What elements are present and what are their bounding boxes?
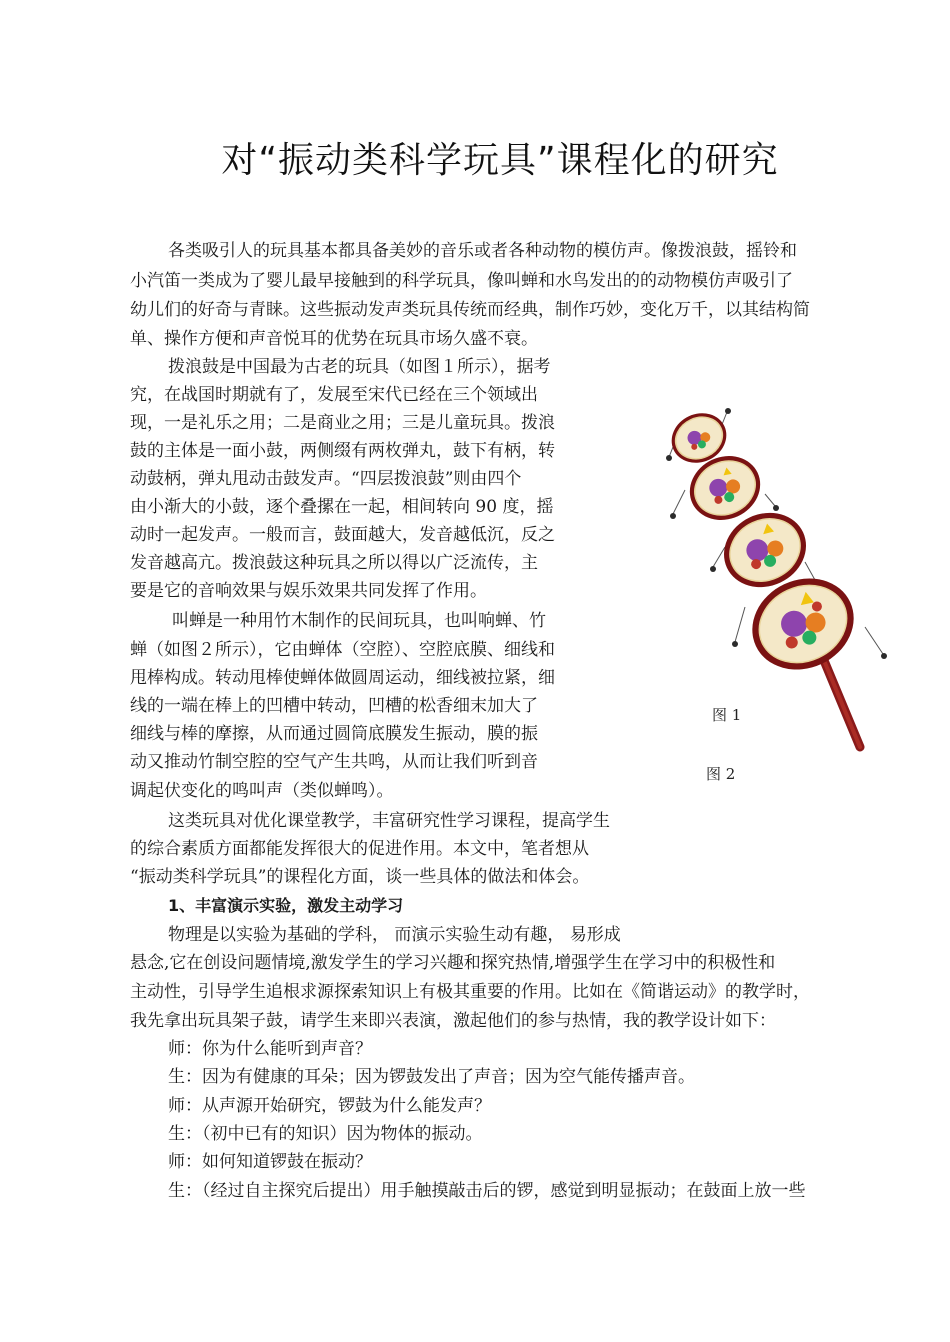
paragraph-line: 调起伏变化的鸣叫声（类似蝉鸣）。 (130, 781, 394, 801)
paragraph-line: 究，在战国时期就有了，发展至宋代已经在三个领域出 (130, 385, 538, 405)
paragraph-line: 我先拿出玩具架子鼓，请学生来即兴表演，激起他们的参与热情，我的教学设计如下： (130, 1011, 776, 1031)
figure-caption-1: 图 1 (712, 706, 742, 724)
paragraph-line: 现，一是礼乐之用；二是商业之用；三是儿童玩具。拨浪 (130, 413, 555, 433)
dialogue-line: 师：你为什么能听到声音？ (168, 1039, 372, 1059)
page-title: 对“振动类科学玩具”课程化的研究 (221, 140, 779, 181)
paragraph-line: 的综合素质方面都能发挥很大的促进作用。本文中，笔者想从 (130, 839, 589, 859)
paragraph-line: 单、操作方便和声音悦耳的优势在玩具市场久盛不衰。 (130, 329, 538, 349)
paragraph-line: 动又推动竹制空腔的空气产生共鸣，从而让我们听到音 (130, 752, 538, 772)
dialogue-line: 生：（经过自主探究后提出）用手触摸敲击后的锣，感觉到明显振动；在鼓面上放一些 (168, 1181, 806, 1201)
dialogue-line: 师：如何知道锣鼓在振动？ (168, 1152, 372, 1172)
dialogue-line: 生：因为有健康的耳朵；因为锣鼓发出了声音；因为空气能传播声音。 (168, 1067, 695, 1087)
paragraph-line: “振动类科学玩具”的课程化方面，谈一些具体的做法和体会。 (130, 867, 590, 887)
paragraph-line: 拨浪鼓是中国最为古老的玩具（如图１所示），据考 (168, 357, 551, 377)
dialogue-line: 师：从声源开始研究，锣鼓为什么能发声？ (168, 1096, 491, 1116)
paragraph-line: 悬念,它在创设问题情境,激发学生的学习兴趣和探究热情,增强学生在学习中的积极性和 (130, 953, 776, 973)
paragraph-line: 鼓的主体是一面小鼓，两侧缀有两枚弹丸，鼓下有柄，转 (130, 441, 555, 461)
paragraph-line: 叫蝉是一种用竹木制作的民间玩具，也叫响蝉、竹 (172, 611, 546, 631)
paragraph-line: 各类吸引人的玩具基本都具备美妙的音乐或者各种动物的模仿声。像拨浪鼓，摇铃和 (168, 241, 797, 261)
paragraph-line: 线的一端在棒上的凹槽中转动，凹槽的松香细末加大了 (130, 696, 538, 716)
figure-caption-2: 图 2 (706, 765, 736, 783)
paragraph-line: 幼儿们的好奇与青睐。这些振动发声类玩具传统而经典，制作巧妙，变化万千，以其结构简 (130, 300, 810, 320)
paragraph-line: 这类玩具对优化课堂教学，丰富研究性学习课程，提高学生 (168, 811, 610, 831)
paragraph-line: 由小渐大的小鼓，逐个叠摞在一起，相间转向 90 度，摇 (130, 497, 554, 517)
paragraph-line: 动时一起发声。一般而言，鼓面越大，发音越低沉，反之 (130, 525, 555, 545)
dialogue-line: 生：（初中已有的知识）因为物体的振动。 (168, 1124, 483, 1144)
paragraph-line: 细线与棒的摩擦，从而通过圆筒底膜发生振动，膜的振 (130, 724, 538, 744)
paragraph-line: 小汽笛一类成为了婴儿最早接触到的科学玩具，像叫蝉和水鸟发出的的动物模仿声吸引了 (130, 271, 793, 291)
paragraph-line: 发音越高亢。拨浪鼓这种玩具之所以得以广泛流传，主 (130, 553, 538, 573)
paragraph-line: 物理是以实验为基础的学科， 而演示实验生动有趣， 易形成 (168, 925, 621, 945)
paragraph-line: 甩棒构成。转动甩棒使蝉体做圆周运动，细线被拉紧，细 (130, 668, 555, 688)
paragraph-line: 主动性，引导学生追根求源探索知识上有极其重要的作用。比如在《简谐运动》的教学时， (130, 982, 810, 1002)
paragraph-line: 蝉（如图２所示），它由蝉体（空腔）、空腔底膜、细线和 (130, 640, 555, 660)
rattle-drum-figure (655, 402, 925, 752)
section-heading: 1、丰富演示实验，激发主动学习 (168, 896, 404, 915)
paragraph-line: 动鼓柄，弹丸甩动击鼓发声。“四层拨浪鼓”则由四个 (130, 469, 522, 489)
paragraph-line: 要是它的音响效果与娱乐效果共同发挥了作用。 (130, 581, 487, 601)
